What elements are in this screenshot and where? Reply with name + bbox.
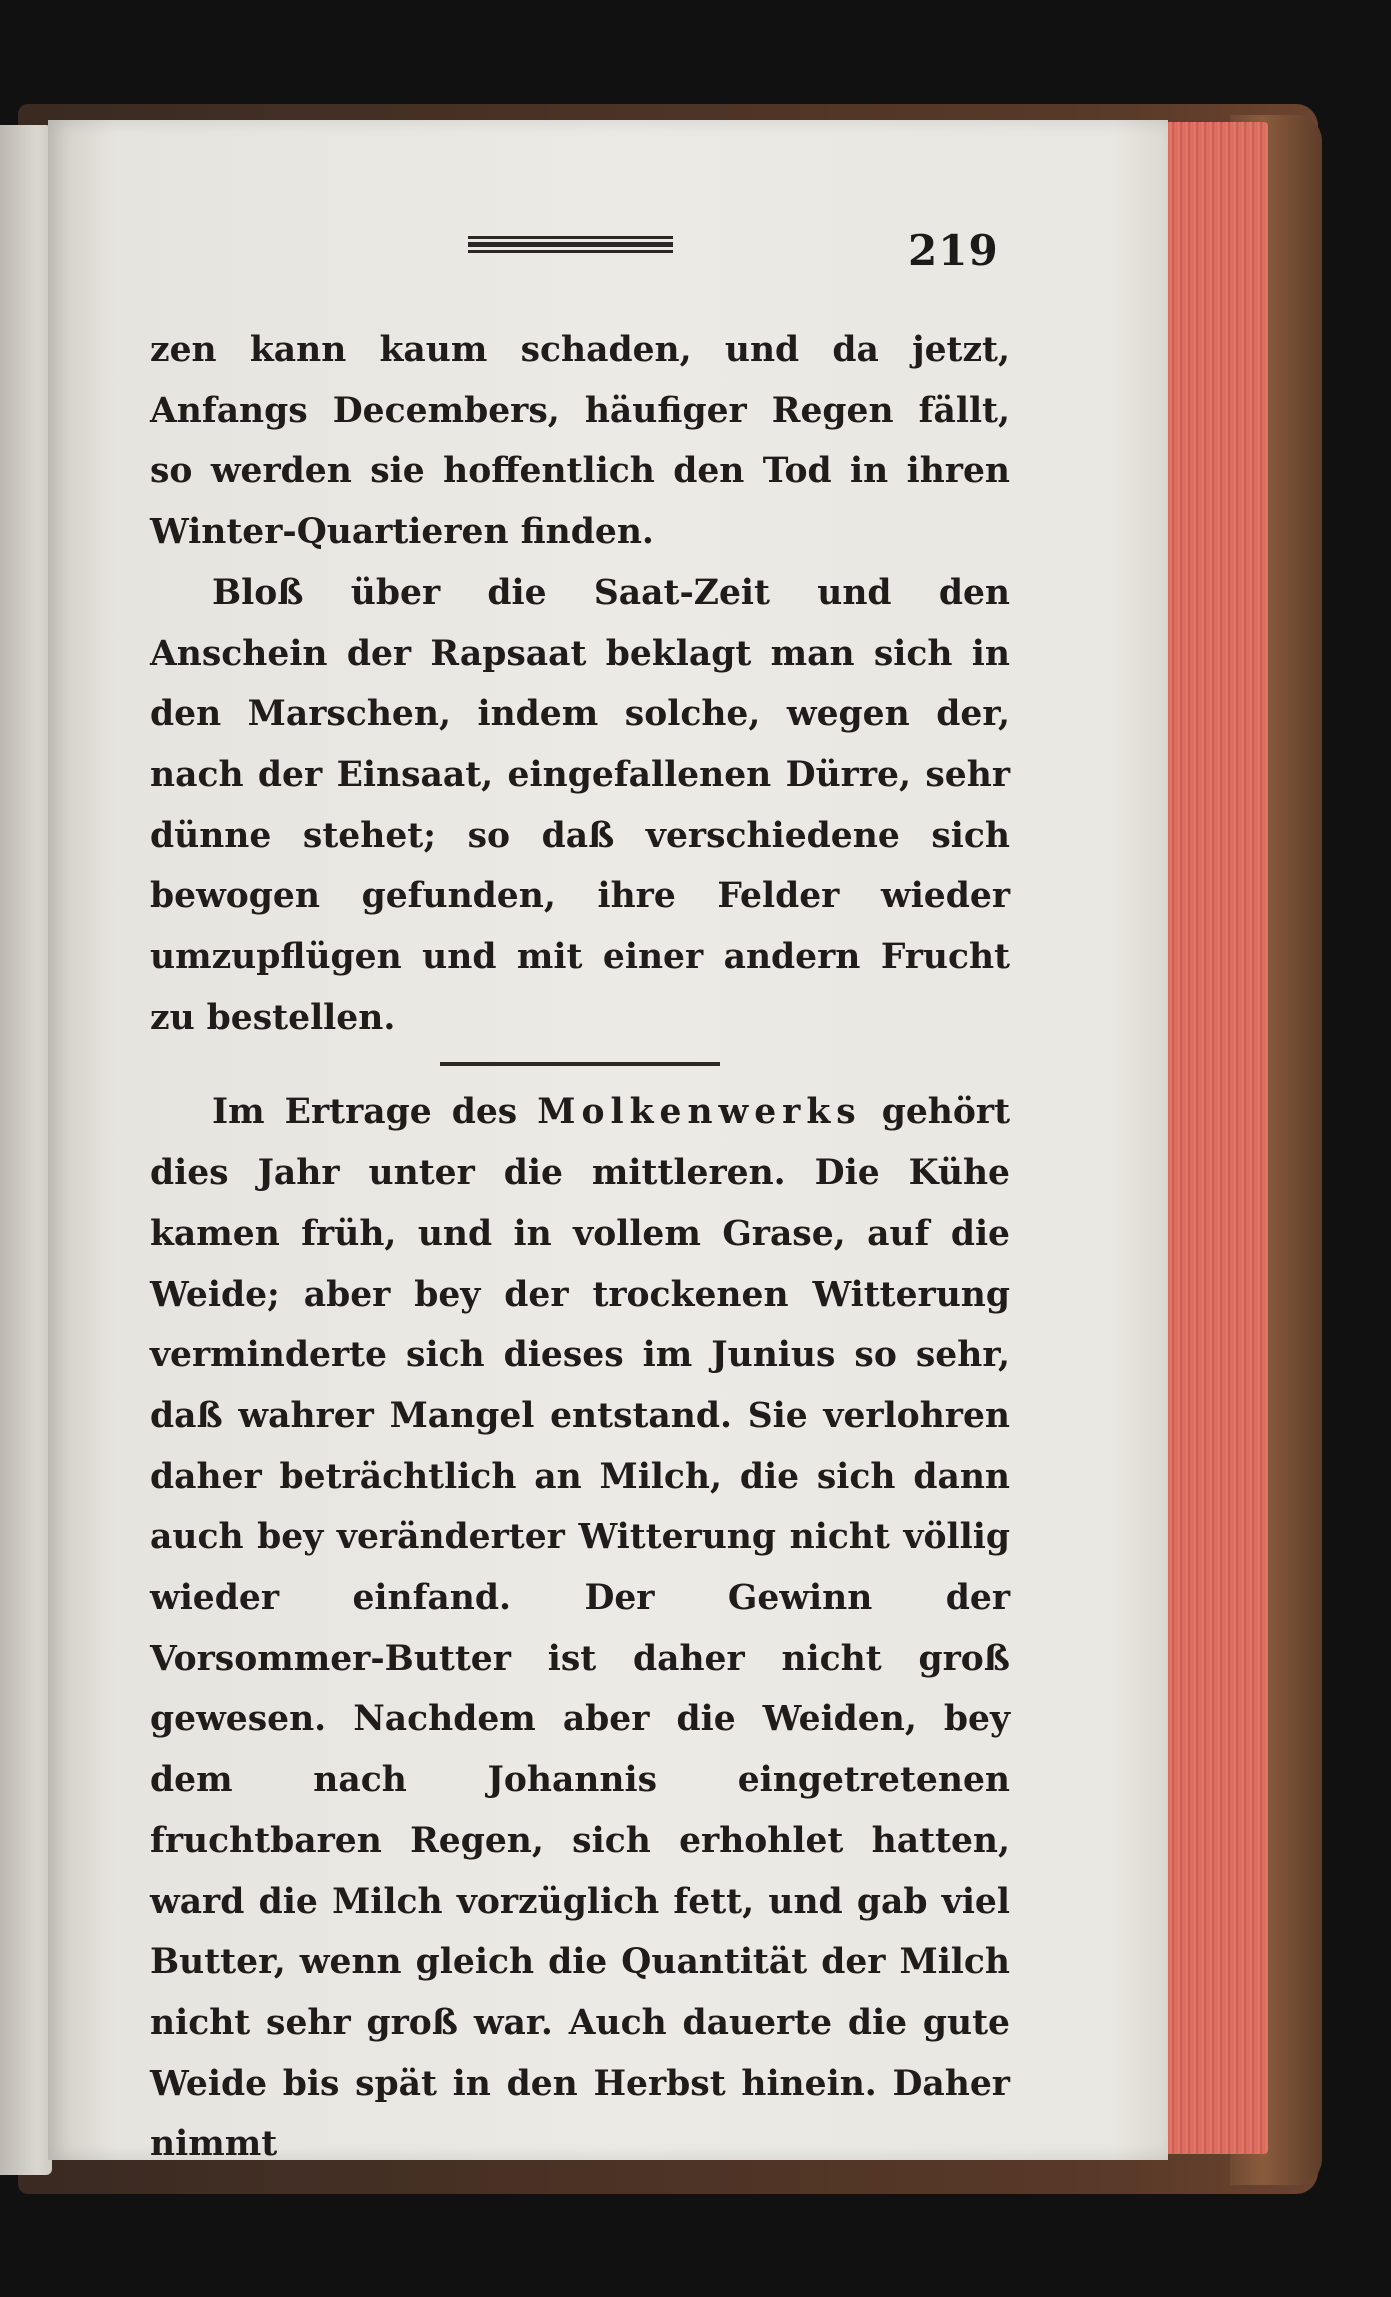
- paragraph-2: Bloß über die Saat-Zeit und den Anschein der Rapsaat beklagt man sich in den Marschen, indem solche, wegen der, nach der Einsaat, eingefallenen Dürre, sehr dünne stehet; so daß verschiedene sich bewogen gefunden, ihre Felder wieder umzupflügen und mit einer andern Frucht zu bestellen.: [150, 572, 1010, 1038]
- spaced-term: Molkenwerks: [537, 1092, 862, 1133]
- paragraph-1: zen kann kaum schaden, und da jetzt, Anfangs Decembers, häufiger Regen fällt, so werden sie hoffentlich den Tod in ihren Winter-Quartieren finden.: [150, 330, 1010, 553]
- facing-page-edge: [0, 125, 52, 2175]
- header-ornament: [468, 236, 673, 254]
- red-page-edges: [1160, 122, 1268, 2154]
- paragraph-3-start: Im Ertrage des: [212, 1092, 538, 1133]
- body-text: [150, 320, 1010, 2175]
- section-divider: [440, 1062, 720, 1066]
- paragraph-3: [150, 1082, 1010, 2175]
- paragraph-3-rest: gehört dies Jahr unter die mittleren. Die Kühe kamen früh, und in vollem Grase, auf die Weide; aber bey der trockenen Witterung verminderte sich dieses im Junius so sehr, daß wahrer Mangel entstand. Sie verlohren daher beträchtlich an Milch, die sich dann auch bey veränderter Witterung nicht völlig wieder einfand. Der Gewinn der Vorsommer-Butter ist daher nicht groß gewesen. Nachdem aber die Weiden, bey dem nach Johannis eingetretenen fruchtbaren Regen, sich erhohlet hatten, ward die Milch vorzüglich fett, und gab viel Butter, wenn gleich die Quantität der Milch nicht sehr groß war. Auch dauerte die gute Weide bis spät in den Herbst hinein. Daher nimmt: [150, 1092, 1011, 2165]
- page-number: 219: [908, 226, 999, 275]
